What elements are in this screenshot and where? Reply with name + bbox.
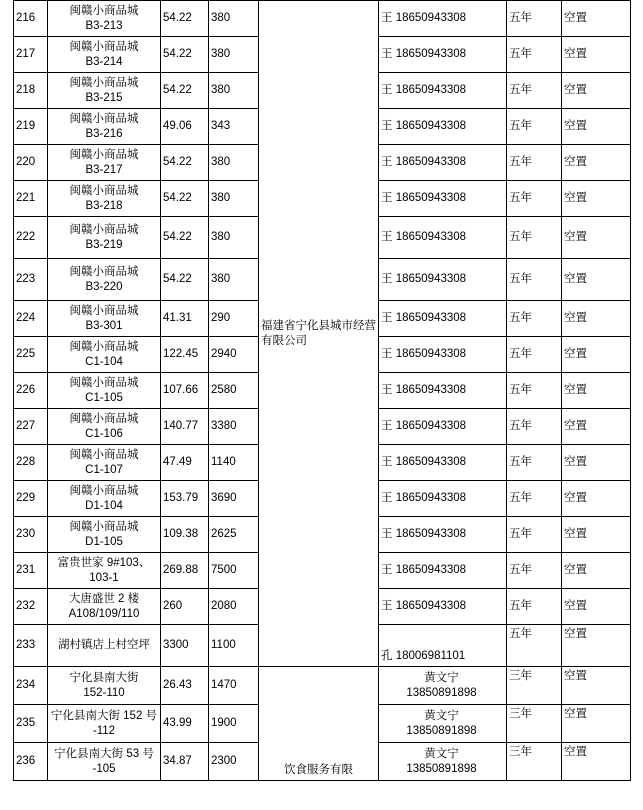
property-name: 闽赣小商品城 B3-217 xyxy=(48,145,161,181)
contact-value: 王 18650943308 xyxy=(379,145,507,181)
term-value: 五年 xyxy=(507,409,562,445)
term-value: 五年 xyxy=(507,445,562,481)
row-index: 223 xyxy=(14,259,48,301)
property-name: 闽赣小商品城 B3-216 xyxy=(48,109,161,145)
row-index: 220 xyxy=(14,145,48,181)
contact-value: 王 18650943308 xyxy=(379,73,507,109)
area-value: 260 xyxy=(161,589,209,625)
row-index: 232 xyxy=(14,589,48,625)
area-value: 122.45 xyxy=(161,337,209,373)
price-value: 2580 xyxy=(209,373,259,409)
term-value: 三年 xyxy=(507,705,562,743)
status-value: 空置 xyxy=(562,301,631,337)
price-value: 380 xyxy=(209,73,259,109)
row-index: 218 xyxy=(14,73,48,109)
status-value: 空置 xyxy=(562,73,631,109)
term-value: 五年 xyxy=(507,553,562,589)
property-name: 富贵世家 9#103、 103-1 xyxy=(48,553,161,589)
property-name: 闽赣小商品城 C1-106 xyxy=(48,409,161,445)
status-value: 空置 xyxy=(562,1,631,37)
status-value: 空置 xyxy=(562,553,631,589)
row-index: 216 xyxy=(14,1,48,37)
row-index: 231 xyxy=(14,553,48,589)
area-value: 54.22 xyxy=(161,73,209,109)
term-value: 五年 xyxy=(507,1,562,37)
area-value: 153.79 xyxy=(161,481,209,517)
property-name: 闽赣小商品城 C1-105 xyxy=(48,373,161,409)
term-value: 五年 xyxy=(507,517,562,553)
contact-value: 王 18650943308 xyxy=(379,553,507,589)
contact-value: 王 18650943308 xyxy=(379,1,507,37)
status-value: 空置 xyxy=(562,743,631,781)
row-index: 228 xyxy=(14,445,48,481)
status-value: 空置 xyxy=(562,181,631,217)
property-name: 宁化县南大街 152 号 -112 xyxy=(48,705,161,743)
area-value: 26.43 xyxy=(161,667,209,705)
term-value: 五年 xyxy=(507,73,562,109)
price-value: 2080 xyxy=(209,589,259,625)
property-name: 闽赣小商品城 B3-215 xyxy=(48,73,161,109)
area-value: 54.22 xyxy=(161,145,209,181)
contact-value: 王 18650943308 xyxy=(379,109,507,145)
term-value: 五年 xyxy=(507,259,562,301)
term-value: 五年 xyxy=(507,373,562,409)
contact-value: 王 18650943308 xyxy=(379,589,507,625)
term-value: 五年 xyxy=(507,337,562,373)
contact-value: 王 18650943308 xyxy=(379,337,507,373)
row-index: 222 xyxy=(14,217,48,259)
area-value: 140.77 xyxy=(161,409,209,445)
status-value: 空置 xyxy=(562,337,631,373)
price-value: 7500 xyxy=(209,553,259,589)
property-listing-table xyxy=(13,0,631,781)
contact-value: 黄文宁 13850891898 xyxy=(379,667,507,705)
contact-value: 王 18650943308 xyxy=(379,373,507,409)
price-value: 1900 xyxy=(209,705,259,743)
row-index: 219 xyxy=(14,109,48,145)
row-index: 227 xyxy=(14,409,48,445)
property-name: 闽赣小商品城 C1-104 xyxy=(48,337,161,373)
owner-company-merged: 福建省宁化县城市经营有限公司 xyxy=(259,1,379,667)
owner-company-merged-2: 饮食服务有限 xyxy=(259,667,379,781)
contact-value: 王 18650943308 xyxy=(379,481,507,517)
area-value: 269.88 xyxy=(161,553,209,589)
row-index: 217 xyxy=(14,37,48,73)
contact-value: 王 18650943308 xyxy=(379,217,507,259)
status-value: 空置 xyxy=(562,409,631,445)
status-value: 空置 xyxy=(562,517,631,553)
property-name: 闽赣小商品城 D1-105 xyxy=(48,517,161,553)
property-name: 闽赣小商品城 B3-213 xyxy=(48,1,161,37)
term-value: 五年 xyxy=(507,37,562,73)
status-value: 空置 xyxy=(562,625,631,667)
contact-value: 王 18650943308 xyxy=(379,259,507,301)
status-value: 空置 xyxy=(562,481,631,517)
price-value: 2625 xyxy=(209,517,259,553)
price-value: 1140 xyxy=(209,445,259,481)
row-index: 221 xyxy=(14,181,48,217)
property-name: 闽赣小商品城 B3-214 xyxy=(48,37,161,73)
term-value: 三年 xyxy=(507,743,562,781)
property-name: 闽赣小商品城 C1-107 xyxy=(48,445,161,481)
area-value: 54.22 xyxy=(161,1,209,37)
price-value: 380 xyxy=(209,37,259,73)
row-index: 233 xyxy=(14,625,48,667)
status-value: 空置 xyxy=(562,705,631,743)
property-name: 闽赣小商品城 D1-104 xyxy=(48,481,161,517)
area-value: 54.22 xyxy=(161,181,209,217)
area-value: 43.99 xyxy=(161,705,209,743)
contact-value: 黄文宁 13850891898 xyxy=(379,743,507,781)
status-value: 空置 xyxy=(562,667,631,705)
price-value: 343 xyxy=(209,109,259,145)
area-value: 109.38 xyxy=(161,517,209,553)
row-index: 229 xyxy=(14,481,48,517)
term-value: 五年 xyxy=(507,217,562,259)
price-value: 1100 xyxy=(209,625,259,667)
status-value: 空置 xyxy=(562,37,631,73)
area-value: 3300 xyxy=(161,625,209,667)
area-value: 107.66 xyxy=(161,373,209,409)
area-value: 49.06 xyxy=(161,109,209,145)
property-name: 闽赣小商品城 B3-301 xyxy=(48,301,161,337)
row-index: 224 xyxy=(14,301,48,337)
table-row xyxy=(14,667,631,705)
row-index: 236 xyxy=(14,743,48,781)
property-name: 湖村镇店上村空坪 xyxy=(48,625,161,667)
term-value: 五年 xyxy=(507,481,562,517)
contact-value: 王 18650943308 xyxy=(379,409,507,445)
price-value: 380 xyxy=(209,181,259,217)
area-value: 54.22 xyxy=(161,217,209,259)
property-name: 闽赣小商品城 B3-218 xyxy=(48,181,161,217)
price-value: 380 xyxy=(209,259,259,301)
status-value: 空置 xyxy=(562,589,631,625)
area-value: 54.22 xyxy=(161,259,209,301)
area-value: 41.31 xyxy=(161,301,209,337)
area-value: 47.49 xyxy=(161,445,209,481)
property-name: 宁化县南大街 53 号 -105 xyxy=(48,743,161,781)
status-value: 空置 xyxy=(562,259,631,301)
area-value: 34.87 xyxy=(161,743,209,781)
contact-value: 王 18650943308 xyxy=(379,37,507,73)
property-name: 闽赣小商品城 B3-219 xyxy=(48,217,161,259)
status-value: 空置 xyxy=(562,373,631,409)
price-value: 3380 xyxy=(209,409,259,445)
area-value: 54.22 xyxy=(161,37,209,73)
table-row xyxy=(14,1,631,37)
price-value: 380 xyxy=(209,217,259,259)
price-value: 3690 xyxy=(209,481,259,517)
contact-value: 王 18650943308 xyxy=(379,517,507,553)
term-value: 三年 xyxy=(507,667,562,705)
term-value: 五年 xyxy=(507,589,562,625)
row-index: 235 xyxy=(14,705,48,743)
status-value: 空置 xyxy=(562,145,631,181)
row-index: 234 xyxy=(14,667,48,705)
price-value: 1470 xyxy=(209,667,259,705)
row-index: 230 xyxy=(14,517,48,553)
term-value: 五年 xyxy=(507,181,562,217)
status-value: 空置 xyxy=(562,217,631,259)
property-name: 闽赣小商品城 B3-220 xyxy=(48,259,161,301)
term-value: 五年 xyxy=(507,625,562,667)
price-value: 290 xyxy=(209,301,259,337)
status-value: 空置 xyxy=(562,445,631,481)
contact-value: 王 18650943308 xyxy=(379,445,507,481)
price-value: 380 xyxy=(209,1,259,37)
contact-value: 王 18650943308 xyxy=(379,301,507,337)
status-value: 空置 xyxy=(562,109,631,145)
term-value: 五年 xyxy=(507,145,562,181)
contact-value: 黄文宁 13850891898 xyxy=(379,705,507,743)
row-index: 225 xyxy=(14,337,48,373)
contact-value: 孔 18006981101 xyxy=(379,625,507,667)
term-value: 五年 xyxy=(507,109,562,145)
price-value: 2940 xyxy=(209,337,259,373)
contact-value: 王 18650943308 xyxy=(379,181,507,217)
property-name: 宁化县南大街 152-110 xyxy=(48,667,161,705)
price-value: 2300 xyxy=(209,743,259,781)
property-name: 大唐盛世 2 楼 A108/109/110 xyxy=(48,589,161,625)
term-value: 五年 xyxy=(507,301,562,337)
row-index: 226 xyxy=(14,373,48,409)
price-value: 380 xyxy=(209,145,259,181)
